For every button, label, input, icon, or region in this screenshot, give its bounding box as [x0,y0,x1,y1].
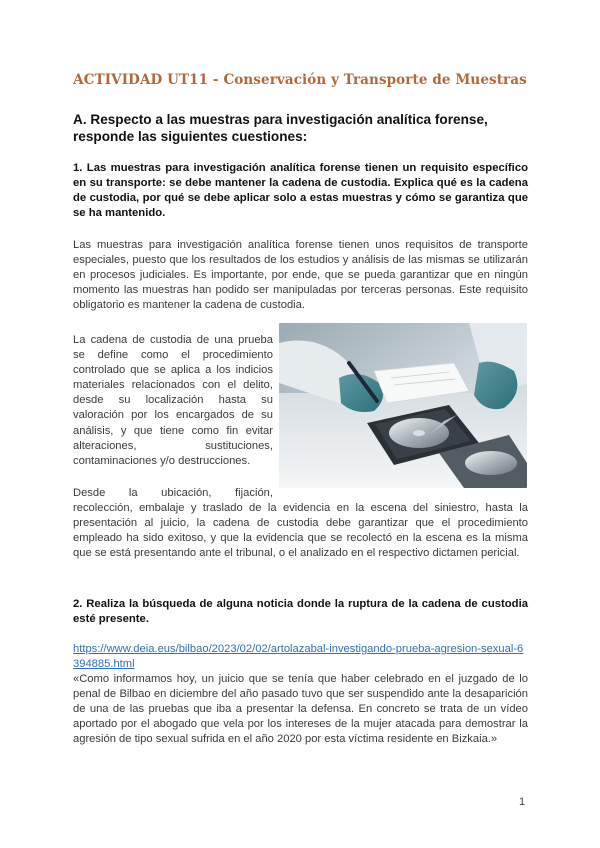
page-title: ACTIVIDAD UT11 - Conservación y Transporte de Muestras [73,72,527,88]
news-quote: «Como informamos hoy, un juicio que se tenía que haber celebrado en el juzgado de lo penal de Bilbao en diciembre del año pasado tuvo que ser suspendido ante la desaparición de una de las pruebas que iba a presentar la defensa. En concreto se trata de un vídeo aportado por el abogado que vela por los intereses de la mujer atacada para demostrar la agresión de tipo sexual sufrida en el año 2020 por esta víctima residente en Bizkaia.» [73,673,528,746]
answer-1-paragraph-3-start: Desde la ubicación, fijación, [73,487,273,499]
answer-1-paragraph-1: Las muestras para investigación analítica forense tienen unos requisitos de transporte especiales, puesto que los resultados de los estudios y análisis de las mismas se utilizarán en procesos judiciales. Es importante, por ende, que se pueda garantizar que en ningún momento las muestras han podido ser manipuladas por terceras personas. Este requisito obligatorio es mantener la cadena de custodia. [73,239,528,312]
forensic-hard-drive-photo [279,323,527,488]
page-number: 1 [519,796,526,808]
news-link[interactable]: https://www.deia.eus/bilbao/2023/02/02/artolazabal-investigando-prueba-agresion-sexual-6394885.html [73,643,524,671]
answer-1-paragraph-3: recolección, embalaje y traslado de la evidencia en la escena del siniestro, hasta la presentación al juicio, la cadena de custodia debe garantizar que el procedimiento empleado ha sido exitoso, y que la evidencia que se recolectó en la escena es la misma que se está presentando ante el tribunal, o el analizado en el respectivo dictamen pericial. [73,502,528,560]
section-heading: A. Respecto a las muestras para investigación analítica forense, responde las siguientes cuestiones: [73,112,488,144]
answer-1-paragraph-2: La cadena de custodia de una prueba se define como el procedimiento controlado que se aplica a los indicios materiales relacionados con el delito, desde su localización hasta su valoración por los encargados de su análisis, y que tiene como fin evitar alteraciones, sustituciones, contaminaciones y/o destrucciones. [73,334,273,467]
question-2: 2. Realiza la búsqueda de alguna noticia donde la ruptura de la cadena de custodia esté presente. [73,598,528,625]
question-1: 1. Las muestras para investigación analítica forense tienen un requisito específico en su transporte: se debe mantener la cadena de custodia. Explica qué es la cadena de custodia, por qué se debe aplicar solo a estas muestras y cómo se garantiza que se ha mantenido. [73,162,528,219]
